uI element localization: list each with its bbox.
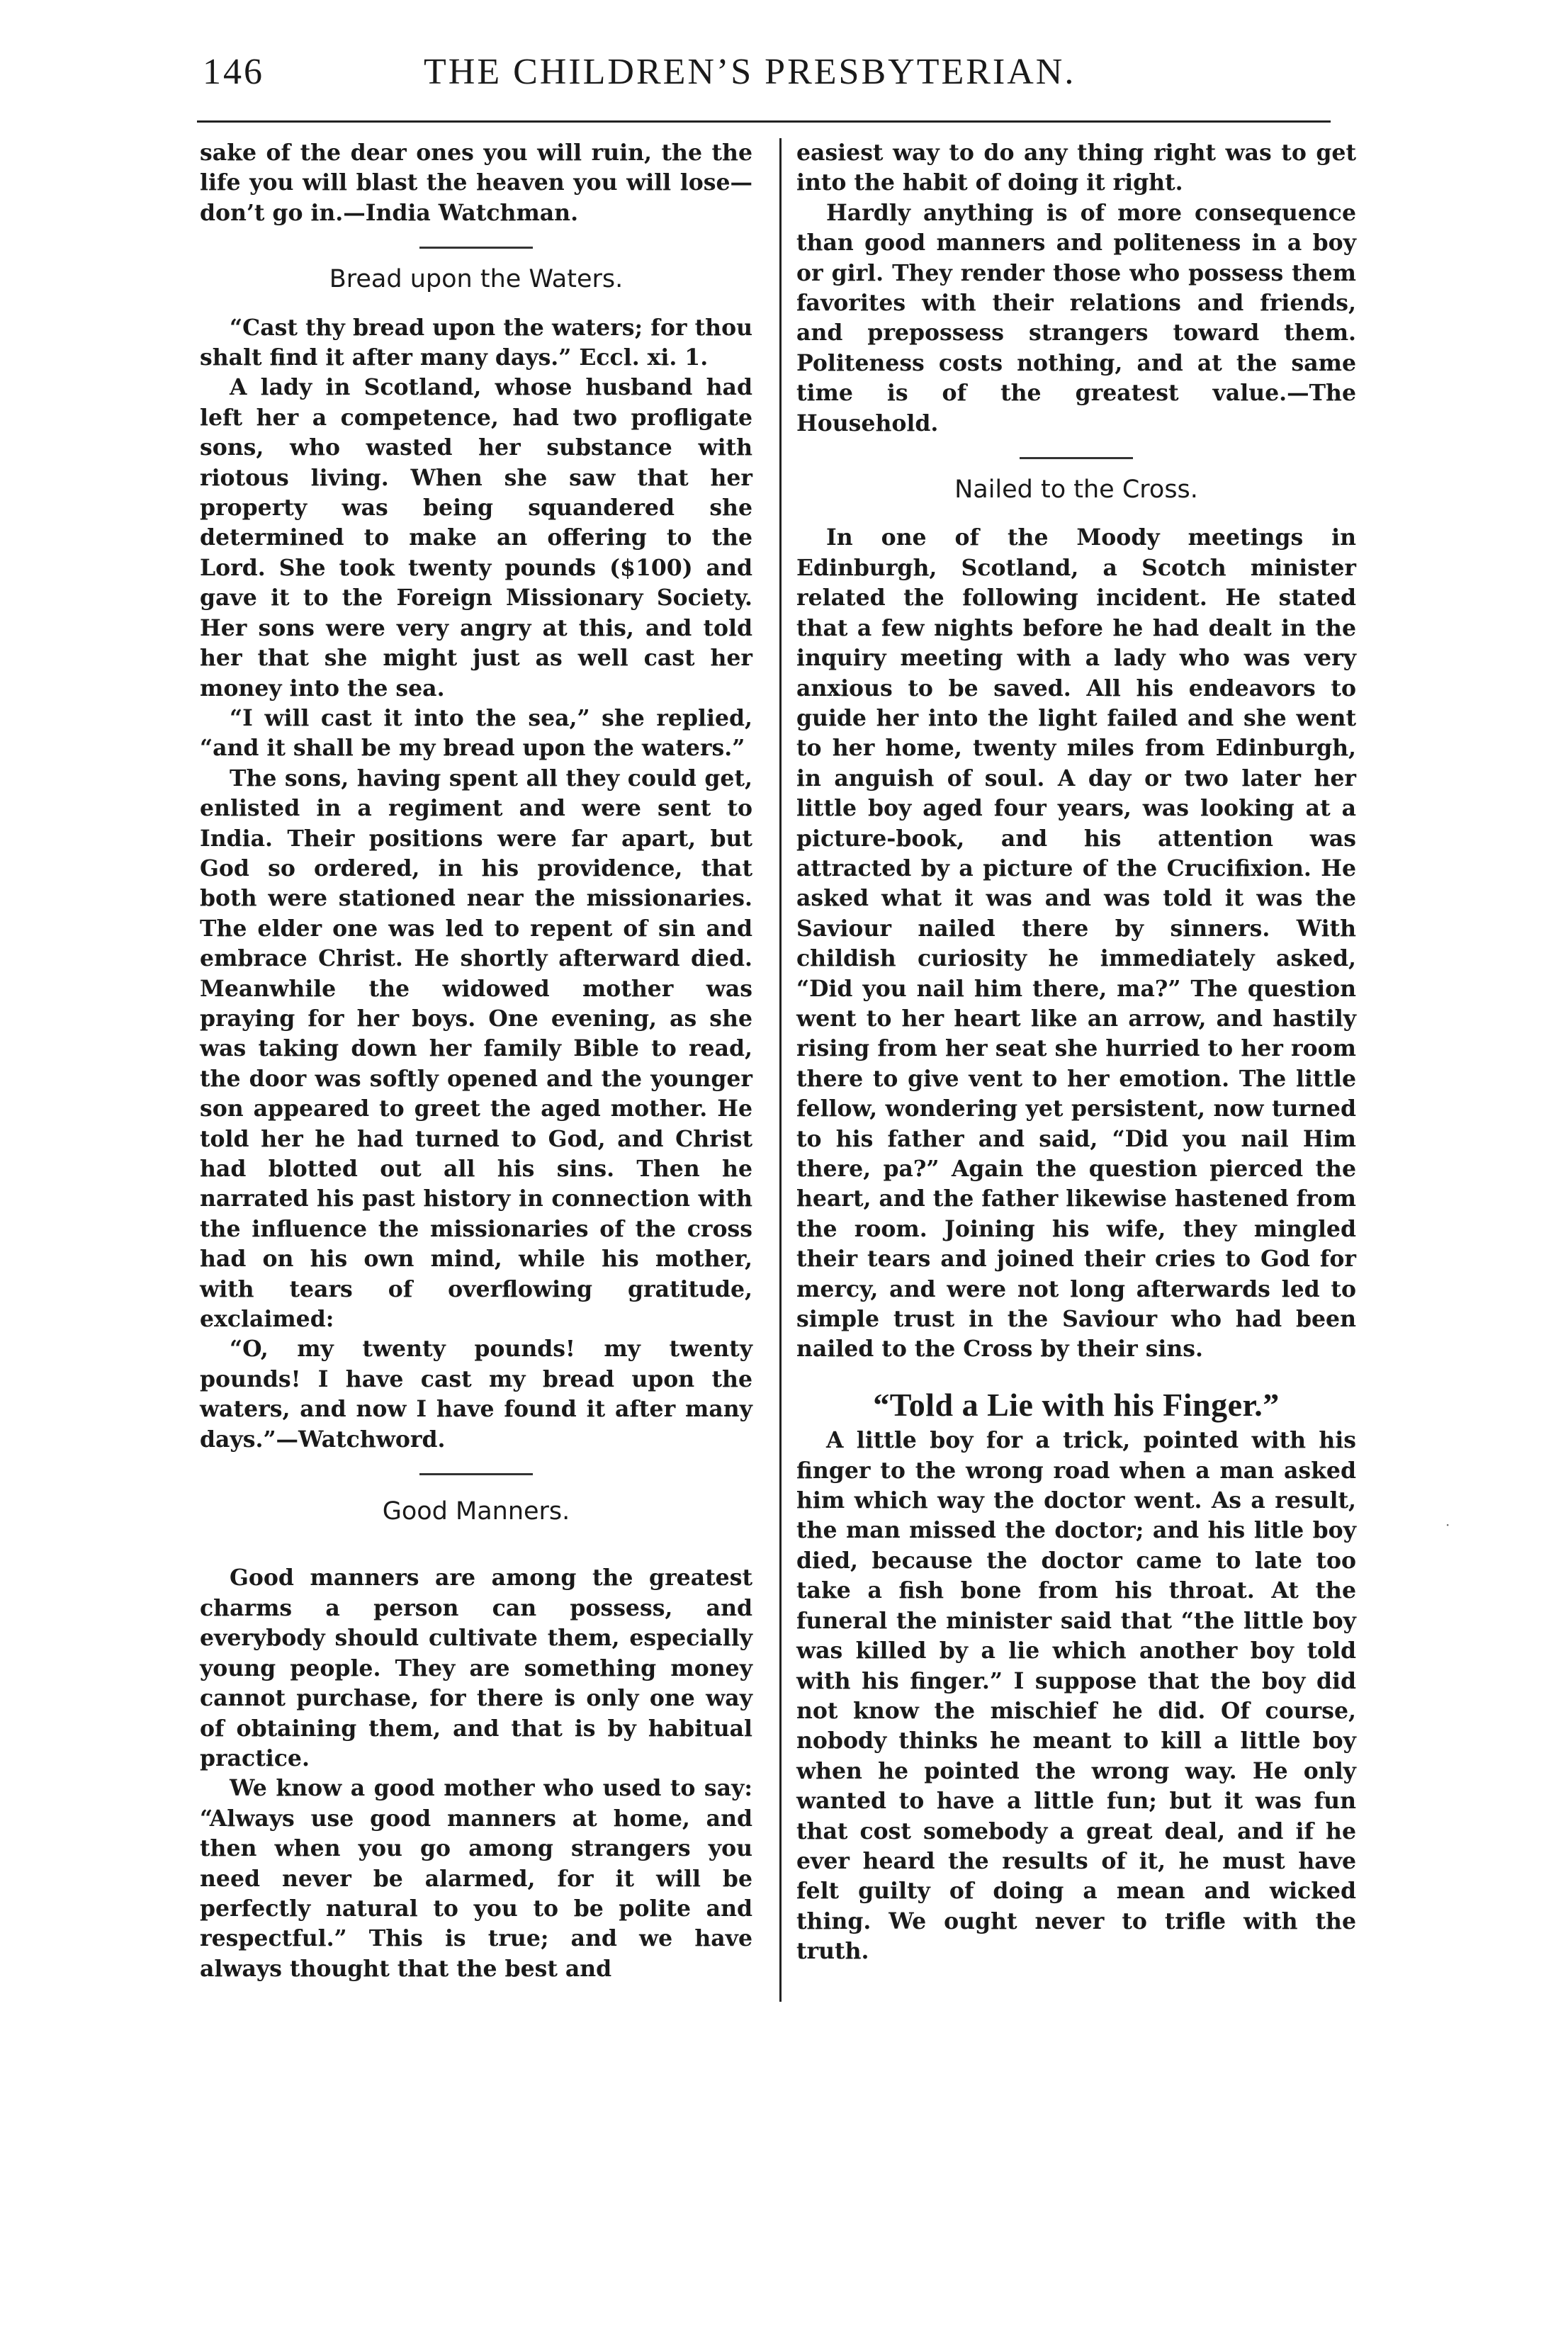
section-divider [1020,457,1133,459]
paragraph: We know a good mother who used to say: “Always use good manners at home, and then when you go among strangers you need never be alarmed, for it will be perfectly natural to you to be polite and respectful.” This is true; and we have always thought that the best and [200,1775,752,1982]
epigraph: “Cast thy bread upon the waters; for thou shalt find it after many days.” Eccl. xi. 1. [200,314,752,371]
paragraph: Good manners are among the greatest charms a person can possess, and everybody should cultivate them, especially young people. They are something money cannot purchase, for there is only one way of obtaining them, and that is by habitual practice. [200,1565,752,1771]
right-column [796,138,1356,1967]
section-divider [419,247,533,249]
paragraph: A little boy for a trick, pointed with his finger to the wrong road when a man asked him which way the doctor went. As a result, the man missed the doctor; and his litle boy died, because the doctor came to late too take a fish bone from his throat. At the funeral the minister said that “the little boy was killed by a lie which another boy told with his finger.” I suppose that the boy did not know the mischief he did. Of course, nobody thinks he meant to kill a little boy when he pointed the wrong way. He only wanted to have a little fun; but it was fun that cost somebody a great deal, and if he ever heard the results of it, he must have felt guilty of doing a mean and wicked thing. We ought never to trifle with the truth. [796,1427,1356,1965]
paragraph: “O, my twenty pounds! my twenty pounds! I have cast my bread upon the waters, and now I have found it after many days.”—Watchword. [200,1336,752,1453]
header-rule [197,120,1331,123]
left-column [200,138,752,1984]
paragraph: A lady in Scotland, whose husband had left her a competence, had two profligate sons, who wasted her substance with riotous living. When she saw that her property was being squandered she determined to make an offering to the Lord. She took twenty pounds ($100) and gave it to the Foreign Missionary Society. Her sons were very angry at this, and told her that she might just as well cast her money into the sea. [200,374,752,701]
publication-title: THE CHILDREN’S PRESBYTERIAN. [424,52,1076,92]
section-divider [419,1473,533,1475]
paragraph: Hardly anything is of more consequence than good manners and politeness in a boy or girl. They render those who possess them favorites with their relations and friends, and prepossess strangers toward them. Politeness costs nothing, and at the same time is of the greatest value.—The Household. [796,199,1356,436]
running-head [197,51,1331,108]
heading-good-manners: Good Manners. [382,1497,570,1526]
article-continuation: easiest way to do any thing right was to get into the habit of doing it right. [796,140,1356,196]
margin-speck: · [1445,1516,1450,1533]
column-divider [779,138,782,2002]
page-number: 146 [203,52,264,92]
paragraph: “I will cast it into the sea,” she replied, “and it shall be my bread upon the waters.” [200,704,752,762]
article-continuation: sake of the dear ones you will ruin, the the life you will blast the heaven you will lose—don’t go in.—India Watchman. [200,140,752,226]
paragraph: In one of the Moody meetings in Edinburgh, Scotland, a Scotch minister related the following incident. He stated that a few nights before he had dealt in the inquiry meeting with a lady who was very anxious to be saved. All his endeavors to guide her into the light failed and she went to her home, twenty miles from Edinburgh, in anguish of soul. A day or two later her little boy aged four years, was looking at a picture-book, and his attention was attracted by a picture of the Crucifixion. He asked what it was and was told it was the Saviour nailed there by sinners. With childish curiosity he immediately asked, “Did you nail him there, ma?” The question went to her heart like an arrow, and hastily rising from her seat she hurried to her room there to give vent to her emotion. The little fellow, wondering yet persistent, now turned to his father and said, “Did you nail Him there, pa?” Again the question pierced the heart, and the father likewise hastened from the room. Joining his wife, they mingled their tears and joined their cries to God for mercy, and were not long afterwards led to simple trust in the Saviour who had been nailed to the Cross by their sins. [796,524,1356,1363]
heading-nailed-to-the-cross: Nailed to the Cross. [954,475,1198,505]
paragraph: The sons, having spent all they could get, enlisted in a regiment and were sent to India. Their positions were far apart, but God so ordered, in his providence, that both were stationed near the missionaries. The elder one was led to repent of sin and embrace Christ. He shortly afterward died. Meanwhile the widowed mother was praying for her boys. One evening, as she was taking down her family Bible to read, the door was softly opened and the younger son appeared to greet the aged mother. He told her he had turned to God, and Christ had blotted out all his sins. Then he narrated his past history in connection with the influence the missionaries of the cross had on his own mind, while his mother, with tears of overflowing gratitude, exclaimed: [200,765,752,1333]
heading-bread-upon-the-waters: Bread upon the Waters. [329,265,624,294]
heading-told-a-lie: “Told a Lie with his Finger.” [873,1386,1280,1423]
